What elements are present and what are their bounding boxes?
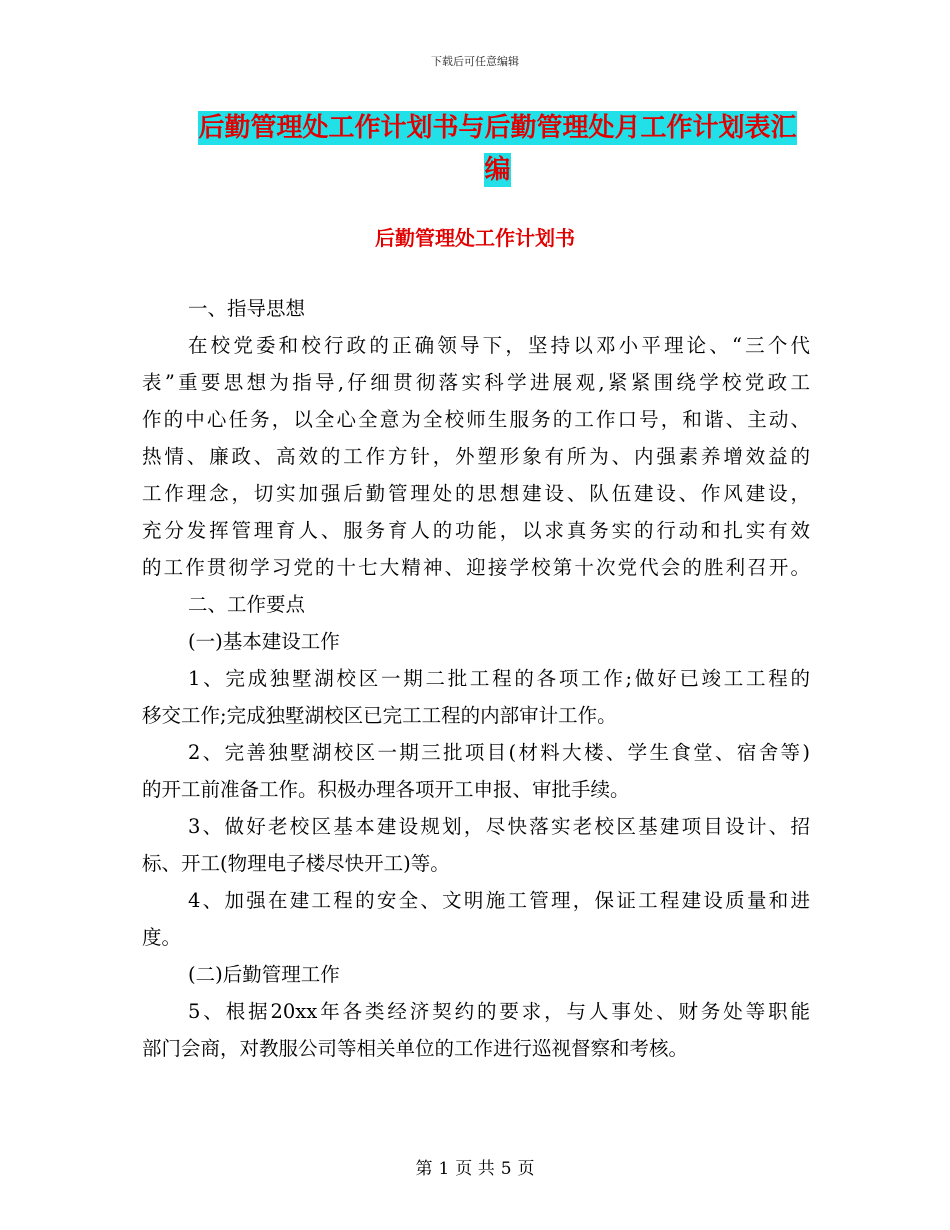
page-header: 下载后可任意编辑 [431, 55, 519, 68]
paragraph-line: 4、加强在建工程的安全、文明施工管理，保证工程建设质量和进 [188, 889, 810, 912]
paragraph-line: 5、根据20xx年各类经济契约的要求，与人事处、财务处等职能 [188, 1000, 810, 1023]
section-title: 后勤管理处工作计划书 [375, 226, 575, 250]
paragraph-line: 标、开工(物理电子楼尽快开工)等。 [142, 852, 450, 875]
footer-mid: 页 共 [455, 1159, 495, 1179]
subheading-logistics: (二)后勤管理工作 [188, 963, 340, 986]
paragraph-line: 在校党委和校行政的正确领导下，坚持以邓小平理论、“三个代 [188, 334, 810, 357]
heading-work-points: 二、工作要点 [188, 593, 306, 616]
paragraph-line: 移交工作;完成独墅湖校区已完工工程的内部审计工作。 [142, 704, 617, 727]
footer-prefix: 第 [415, 1159, 433, 1179]
paragraph-line: 的开工前准备工作。积极办理各项开工申报、审批手续。 [142, 778, 630, 801]
document-body [142, 295, 810, 1072]
footer-suffix: 页 [517, 1159, 535, 1179]
paragraph-line: 工作理念，切实加强后勤管理处的思想建设、队伍建设、作风建设， [142, 482, 810, 505]
paragraph-line: 部门会商，对教服公司等相关单位的工作进行巡视督察和考核。 [142, 1037, 689, 1060]
paragraph-line: 1、完成独墅湖校区一期二批工程的各项工作;做好已竣工工程的 [188, 667, 810, 690]
paragraph-line: 热情、廉政、高效的工作方针，外塑形象有所为、内强素养增效益的 [142, 445, 810, 468]
document-title [190, 114, 805, 184]
subheading-construction: (一)基本建设工作 [188, 630, 340, 653]
heading-guiding-thought: 一、指导思想 [188, 297, 306, 320]
paragraph-line: 表”重要思想为指导,仔细贯彻落实科学进展观,紧紧围绕学校党政工 [142, 371, 810, 394]
page-number: 1 [438, 1159, 450, 1179]
paragraph-line: 2、完善独墅湖校区一期三批项目(材料大楼、学生食堂、宿舍等) [188, 741, 810, 764]
paragraph-line: 度。 [142, 926, 182, 949]
paragraph-line: 的工作贯彻学习党的十七大精神、迎接学校第十次党代会的胜利召开。 [142, 556, 810, 579]
paragraph-line: 作的中心任务，以全心全意为全校师生服务的工作口号，和谐、主动、 [142, 408, 810, 431]
title-line-1: 后勤管理处工作计划书与后勤管理处月工作计划表汇 [198, 113, 797, 143]
page-footer [0, 1154, 950, 1179]
paragraph-line: 3、做好老校区基本建设规划，尽快落实老校区基建项目设计、招 [188, 815, 810, 838]
title-line-2: 编 [484, 155, 511, 185]
paragraph-line: 充分发挥管理育人、服务育人的功能，以求真务实的行动和扎实有效 [142, 519, 810, 542]
page-total: 5 [500, 1159, 512, 1179]
